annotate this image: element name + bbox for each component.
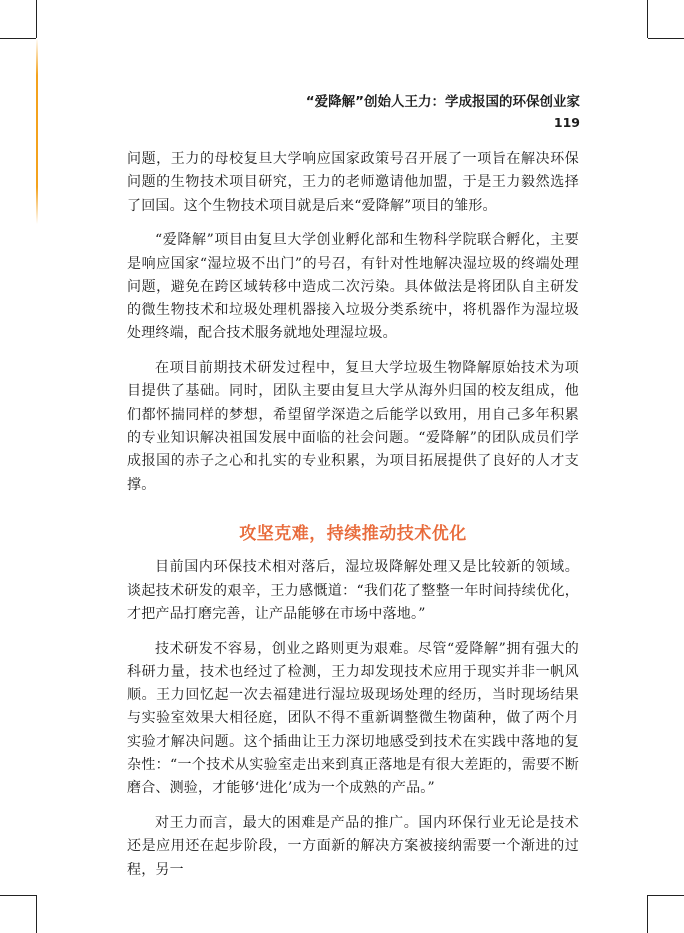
crop-mark-top-left-v: [36, 0, 37, 38]
crop-mark-top-right-h: [648, 38, 684, 39]
crop-mark-top-right-v: [647, 0, 648, 38]
page-body: [127, 148, 579, 893]
page-edge-accent-bar: [36, 38, 38, 224]
paragraph: 问题，王力的母校复旦大学响应国家政策号召开展了一项旨在解决环保问题的生物技术项目研究，王力的老师邀请他加盟，于是王力毅然选择了回国。这个生物技术项目就是后来“爱降解”项目的雏形。: [127, 151, 579, 214]
running-head: “爱降解”创始人王力：学成报国的环保创业家: [305, 94, 580, 110]
paragraph: 对王力而言，最大的困难是产品的推广。国内环保行业无论是技术还是应用还在起步阶段，一方面新的解决方案被接纳需要一个渐进的过程，另一: [127, 814, 579, 878]
paragraph: 在项目前期技术研发过程中，复旦大学垃圾生物降解原始技术为项目提供了基础。同时，团队主要由复旦大学从海外归国的校友组成，他们都怀揣同样的梦想，希望留学深造之后能学以致用，用自己多年积累的专业知识解决祖国发展中面临的社会问题。“爱降解”的团队成员们学成报国的赤子之心和扎实的专业积累，为项目拓展提供了良好的人才支撑。: [127, 360, 579, 493]
section-heading: 攻坚克难，持续推动技术优化: [239, 523, 467, 544]
paragraph: “爱降解”项目由复旦大学创业孵化部和生物科学院联合孵化，主要是响应国家“湿垃圾不出门”的号召，有针对性地解决湿垃圾的终端处理问题，避免在跨区域转移中造成二次污染。具体做法是将团队自主研发的微生物技术和垃圾处理机器接入垃圾分类系统中，将机器作为湿垃圾处理终端，配合技术服务就地处理湿垃圾。: [127, 232, 579, 342]
crop-mark-top-left-h: [0, 38, 36, 39]
crop-mark-bottom-right-v: [647, 895, 648, 933]
crop-mark-bottom-right-h: [648, 895, 684, 896]
crop-mark-bottom-left-v: [36, 895, 37, 933]
paragraph: 技术研发不容易，创业之路则更为艰难。尽管“爱降解”拥有强大的科研力量，技术也经过了检测，王力却发现技术应用于现实并非一帆风顺。王力回忆起一次去福建进行湿垃圾现场处理的经历，当时现场结果与实验室效果大相径庭，团队不得不重新调整微生物菌种，做了两个月实验才解决问题。这个插曲让王力深切地感受到技术在实践中落地的复杂性：“一个技术从实验室走出来到真正落地是有很大差距的，需要不断磨合、测验，才能够‘进化’成为一个成熟的产品。”: [127, 640, 579, 797]
paragraph: 目前国内环保技术相对落后，湿垃圾降解处理又是比较新的领域。谈起技术研发的艰辛，王力感慨道：“我们花了整整一年时间持续优化，才把产品打磨完善，让产品能够在市场中落地。”: [127, 559, 579, 622]
page-number: 119: [553, 115, 580, 130]
crop-mark-bottom-left-h: [0, 895, 36, 896]
